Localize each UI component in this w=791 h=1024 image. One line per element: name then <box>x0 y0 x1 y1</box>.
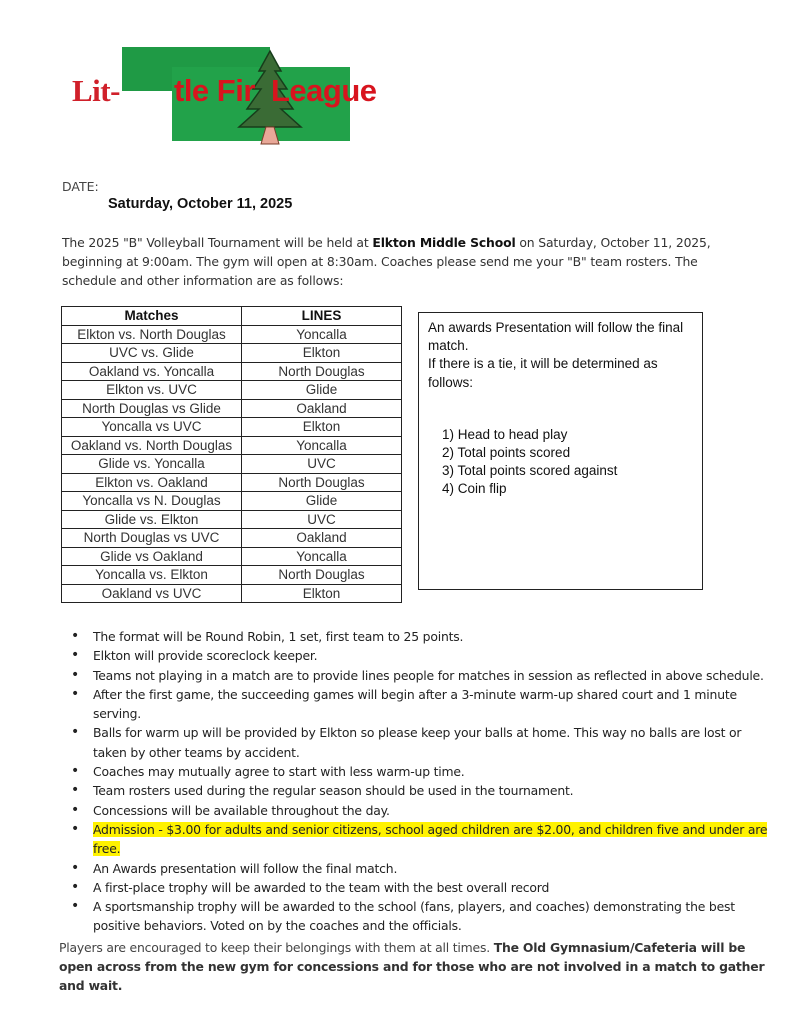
list-item: • After the first game, the succeeding games will begin after a 3-minute warm-up shared court and 1 minute serving. <box>58 685 770 724</box>
lines-cell: Glide <box>242 381 402 400</box>
table-row <box>62 455 402 474</box>
list-item: • Concessions will be available throughout the day. <box>58 801 770 820</box>
list-item: • Team rosters used during the regular season should be used in the tournament. <box>58 781 770 800</box>
footer-bold-text: The Old Gymnasium/Cafeteria will be open across from the new gym for concessions and for those who are not involved in a match to gather and wait. <box>59 940 765 993</box>
match-cell: Glide vs. Yoncalla <box>62 455 242 474</box>
match-cell: North Douglas vs Glide <box>62 399 242 418</box>
schedule-table <box>61 306 402 603</box>
list-item: • Elkton will provide scoreclock keeper. <box>58 646 770 665</box>
list-item: • Balls for warm up will be provided by Elkton so please keep your balls at home. This way no balls are lost or taken by other teams by accident. <box>58 723 770 762</box>
match-cell: North Douglas vs UVC <box>62 529 242 548</box>
awards-info-box <box>418 312 703 590</box>
list-item: • An Awards presentation will follow the final match. <box>58 859 770 878</box>
lines-cell: North Douglas <box>242 566 402 585</box>
table-row <box>62 436 402 455</box>
tiebreaker-list <box>442 426 693 499</box>
table-row <box>62 547 402 566</box>
match-cell: Yoncalla vs N. Douglas <box>62 492 242 511</box>
match-cell: Oakland vs UVC <box>62 584 242 603</box>
intro-text-2: on Saturday, October 11, 2025, beginning at 9:00am. The gym will open at 8:30am. Coaches please send me your "B" team rosters. The schedule and other information are as follows: <box>62 235 711 288</box>
lines-cell: Oakland <box>242 399 402 418</box>
table-row <box>62 529 402 548</box>
table-row <box>62 510 402 529</box>
lines-cell: North Douglas <box>242 362 402 381</box>
tiebreaker-item: 3) Total points scored against <box>442 463 618 479</box>
tiebreaker-item: 2) Total points scored <box>442 445 571 461</box>
schedule-header-row <box>62 307 402 326</box>
match-cell: Oakland vs. Yoncalla <box>62 362 242 381</box>
tiebreaker-item: 1) Head to head play <box>442 426 568 442</box>
lines-header: LINES <box>242 307 402 326</box>
tiebreaker-item: 4) Coin flip <box>442 481 507 497</box>
venue-name: Elkton Middle School <box>372 235 516 250</box>
match-cell: Glide vs. Elkton <box>62 510 242 529</box>
lines-cell: Yoncalla <box>242 547 402 566</box>
matches-header: Matches <box>62 307 242 326</box>
logo-text-part-2: tle Fir <box>174 73 255 108</box>
list-item: • Coaches may mutually agree to start with less warm-up time. <box>58 762 770 781</box>
lines-cell: Oakland <box>242 529 402 548</box>
match-cell: Yoncalla vs UVC <box>62 418 242 437</box>
list-item: • The format will be Round Robin, 1 set, first team to 25 points. <box>58 627 770 646</box>
table-row <box>62 344 402 363</box>
league-logo <box>60 45 400 145</box>
tie-text: If there is a tie, it will be determined as follows: <box>428 356 658 390</box>
list-item: • A first-place trophy will be awarded to the team with the best overall record <box>58 878 770 897</box>
lines-cell: North Douglas <box>242 473 402 492</box>
lines-cell: UVC <box>242 455 402 474</box>
table-row <box>62 399 402 418</box>
lines-cell: Elkton <box>242 584 402 603</box>
table-row <box>62 381 402 400</box>
table-row <box>62 492 402 511</box>
awards-text: An awards Presentation will follow the final match. <box>428 320 684 354</box>
lines-cell: UVC <box>242 510 402 529</box>
intro-text-1: The 2025 "B" Volleyball Tournament will be held at <box>62 235 373 250</box>
match-cell: Oakland vs. North Douglas <box>62 436 242 455</box>
lines-cell: Elkton <box>242 418 402 437</box>
match-cell: Yoncalla vs. Elkton <box>62 566 242 585</box>
rules-list <box>58 627 770 936</box>
list-item: • Teams not playing in a match are to provide lines people for matches in session as reflected in above schedule. <box>58 666 770 685</box>
lines-cell: Elkton <box>242 344 402 363</box>
footer-note <box>59 938 779 995</box>
table-row <box>62 473 402 492</box>
logo-text-part-1: Lit- <box>72 73 120 108</box>
match-cell: Glide vs Oakland <box>62 547 242 566</box>
intro-paragraph <box>62 233 752 290</box>
admission-text: Admission - $3.00 for adults and senior citizens, school aged children are $2.00, and children five and under are free. <box>93 821 768 857</box>
lines-cell: Glide <box>242 492 402 511</box>
date-label: DATE: <box>62 179 99 194</box>
table-row <box>62 418 402 437</box>
match-cell: Elkton vs. Oakland <box>62 473 242 492</box>
match-cell: Elkton vs. UVC <box>62 381 242 400</box>
date-value: Saturday, October 11, 2025 <box>108 196 293 212</box>
list-item: • A sportsmanship trophy will be awarded to the school (fans, players, and coaches) demonstrating the best positive behaviors. Voted on by the coaches and the officials. <box>58 897 770 936</box>
admission-item <box>58 820 770 859</box>
lines-cell: Yoncalla <box>242 436 402 455</box>
table-row <box>62 566 402 585</box>
table-row <box>62 325 402 344</box>
table-row <box>62 362 402 381</box>
table-row <box>62 584 402 603</box>
match-cell: UVC vs. Glide <box>62 344 242 363</box>
lines-cell: Yoncalla <box>242 325 402 344</box>
match-cell: Elkton vs. North Douglas <box>62 325 242 344</box>
footer-text: Players are encouraged to keep their belongings with them at all times. <box>59 940 494 955</box>
logo-text-part-3: League <box>271 73 377 108</box>
